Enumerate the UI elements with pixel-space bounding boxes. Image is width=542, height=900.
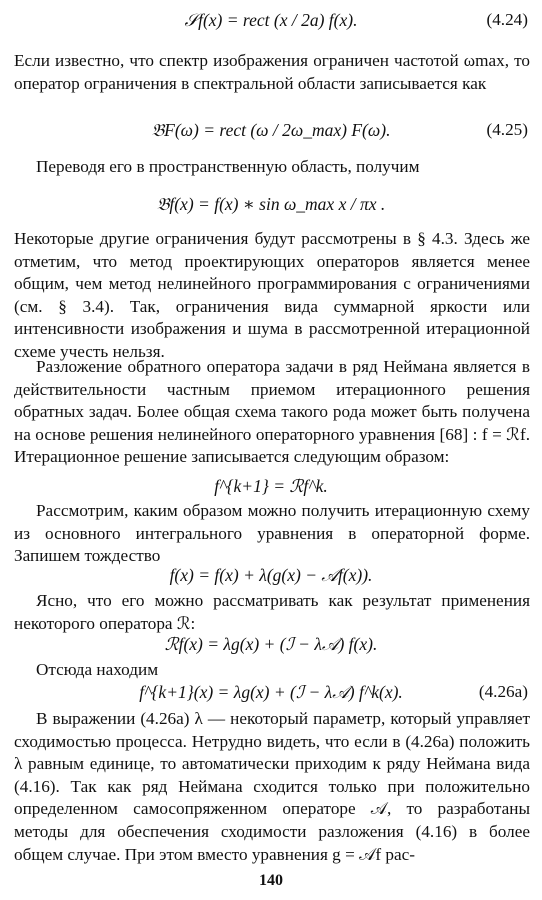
page-number: 140 — [259, 872, 283, 889]
equation-text: 𝔅f(x) = f(x) ∗ sin ω_max x / πx . — [156, 194, 386, 214]
equation-text: f(x) = f(x) + λ(g(x) − 𝒜f(x)). — [169, 565, 373, 585]
paragraph-7: Отсюда находим — [36, 660, 159, 679]
paragraph-8: В выражении (4.26a) λ — некоторый параметр, который управляет сходимостью процесса. Нетрудно видеть, что если в (4.26a) положить λ равным единице, то автоматически приходим к ряду Неймана вида (4.16). Так как ряд Неймана сходится только при положительно определенном самосопряженном операторе 𝒜, то разработаны методы для обеспечения сходимости разложения (4.16) в более общем случае. При этом вместо уравнения g = 𝒜f рас- — [14, 709, 530, 864]
equation-operator-R — [0, 632, 542, 656]
equation-number: (4.24) — [486, 10, 528, 29]
equation-text: 𝔅F(ω) = rect (ω / 2ω_max) F(ω). — [151, 120, 391, 140]
equation-number: (4.25) — [486, 120, 528, 139]
equation-iteration — [0, 474, 542, 498]
equation-number: (4.26a) — [478, 682, 528, 701]
paragraph-1: Если известно, что спектр изображения ограничен частотой ωmax, то оператор ограничения в спектральной области записывается как — [14, 51, 530, 93]
paragraph-3: Некоторые другие ограничения будут рассмотрены в § 4.3. Здесь же отметим, что метод проектирующих операторов является менее общим, чем метод нелинейного программирования с ограничениями (см. § 3.4). Так, ограничения вида суммарной яркости или интенсивности изображения и шума в рассмотренной итерационной схеме учесть нельзя. — [14, 229, 530, 361]
paragraph-6: Ясно, что его можно рассматривать как результат применения некоторого оператора ℛ: — [14, 591, 530, 633]
equation-text: f^{k+1} = ℛf^k. — [214, 476, 328, 496]
equation-4-25 — [0, 118, 542, 142]
equation-bandlimit — [0, 192, 542, 216]
paragraph-4: Разложение обратного оператора задачи в ряд Неймана является в действительности частным приемом итерационного решения обратных задач. Более общая схема такого рода может быть получена на основе решения нелинейного операторного уравнения [68] : f = ℛf. Итерационное решение записывается следующим образом: — [14, 357, 530, 467]
equation-text: f^{k+1}(x) = λg(x) + (ℐ − λ𝒜) f^k(x). — [139, 682, 403, 702]
paragraph-2: Переводя его в пространственную область, получим — [36, 157, 420, 176]
equation-text: 𝒮f(x) = rect (x / 2a) f(x). — [184, 10, 358, 30]
equation-4-26a — [0, 680, 542, 704]
equation-text: ℛf(x) = λg(x) + (ℐ − λ𝒜) f(x). — [164, 634, 378, 654]
equation-identity — [0, 563, 542, 587]
paragraph-5: Рассмотрим, каким образом можно получить итерационную схему из основного интегрального уравнения в операторной форме. Запишем тождество — [14, 501, 530, 566]
equation-4-24 — [0, 8, 542, 32]
